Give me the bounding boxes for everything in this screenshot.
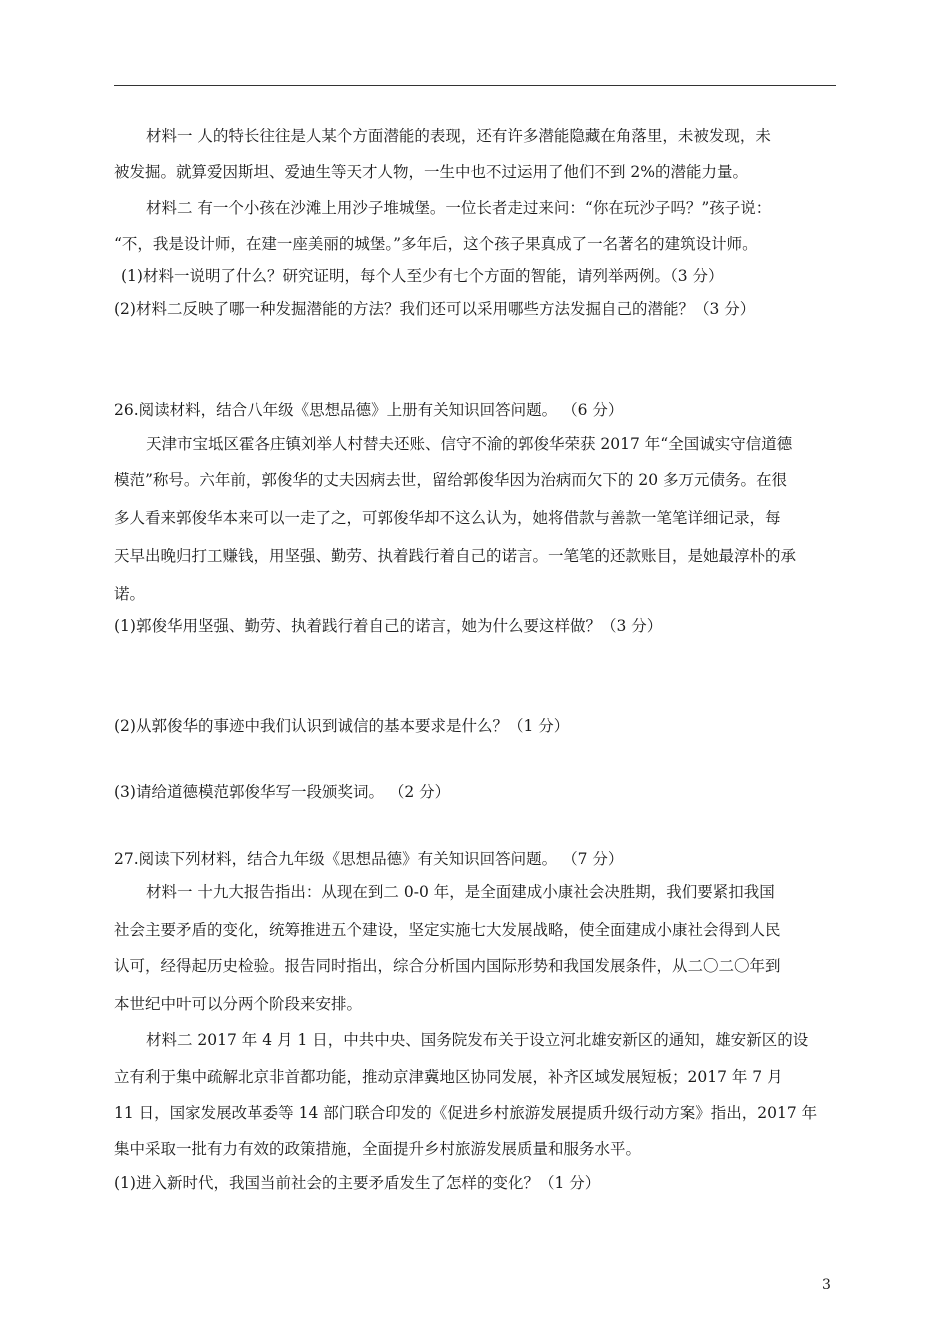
text-line: 诺。: [114, 585, 146, 603]
text-line: 多人看来郭俊华本来可以一走了之，可郭俊华却不这么认为，她将借款与善款一笔笔详细记录，每: [114, 509, 781, 527]
text-line: 材料二 2017 年 4 月 1 日，中共中央、国务院发布关于设立河北雄安新区的通知，雄安新区的设: [146, 1031, 809, 1049]
question-item: (2)材料二反映了哪一种发掘潜能的方法？我们还可以采用哪些方法发掘自己的潜能？（3 分）: [114, 300, 756, 318]
question-heading: 27.阅读下列材料，结合九年级《思想品德》有关知识回答问题。 （7 分）: [114, 850, 624, 868]
text-line: 天早出晚归打工赚钱，用坚强、勤劳、执着践行着自己的诺言。一笔笔的还款账目，是她最淳朴的承: [114, 547, 797, 565]
text-line: 被发掘。就算爱因斯坦、爱迪生等天才人物，一生中也不过运用了他们不到 2%的潜能力量。: [114, 163, 749, 181]
page-number: 3: [822, 1277, 831, 1293]
question-item: (2)从郭俊华的事迹中我们认识到诚信的基本要求是什么？（1 分）: [114, 717, 570, 735]
text-line: 集中采取一批有力有效的政策措施，全面提升乡村旅游发展质量和服务水平。: [114, 1140, 642, 1158]
question-item: (1)材料一说明了什么？研究证明，每个人至少有七个方面的智能，请列举两例。（3 分）: [121, 267, 724, 285]
text-line: 认可，经得起历史检验。报告同时指出，综合分析国内国际形势和我国发展条件，从二〇二〇年到: [114, 957, 781, 975]
text-line: 社会主要矛盾的变化，统筹推进五个建设，坚定实施七大发展战略，使全面建成小康社会得到人民: [114, 921, 781, 939]
text-line: 11 日，国家发展改革委等 14 部门联合印发的《促进乡村旅游发展提质升级行动方案》指出，2017 年: [114, 1104, 818, 1122]
text-line: 材料一 十九大报告指出：从现在到二 0-0 年，是全面建成小康社会决胜期，我们要紧扣我国: [146, 883, 775, 901]
question-item: (3)请给道德模范郭俊华写一段颁奖词。 （2 分）: [114, 783, 451, 801]
header-rule: [114, 85, 836, 86]
question-item: (1)郭俊华用坚强、勤劳、执着践行着自己的诺言，她为什么要这样做？（3 分）: [114, 617, 663, 635]
text-line: 本世纪中叶可以分两个阶段来安排。: [114, 995, 363, 1013]
text-line: 材料二 有一个小孩在沙滩上用沙子堆城堡。一位长者走过来问：“你在玩沙子吗？”孩子说：: [146, 199, 772, 217]
text-line: 材料一 人的特长往往是人某个方面潜能的表现，还有许多潜能隐藏在角落里，未被发现，未: [146, 127, 771, 145]
text-line: 模范”称号。六年前，郭俊华的丈夫因病去世，留给郭俊华因为治病而欠下的 20 多万元债务。在很: [114, 471, 788, 489]
question-item: (1)进入新时代，我国当前社会的主要矛盾发生了怎样的变化？（1 分）: [114, 1174, 601, 1192]
text-line: 天津市宝坻区霍各庄镇刘举人村替夫还账、信守不渝的郭俊华荣获 2017 年“全国诚实守信道德: [146, 435, 793, 453]
text-line: 立有利于集中疏解北京非首都功能，推动京津冀地区协同发展，补齐区域发展短板；2017 年 7 月: [114, 1068, 783, 1086]
text-line: “不，我是设计师，在建一座美丽的城堡。”多年后，这个孩子果真成了一名著名的建筑设计师。: [114, 235, 758, 253]
question-heading: 26.阅读材料，结合八年级《思想品德》上册有关知识回答问题。 （6 分）: [114, 401, 624, 419]
